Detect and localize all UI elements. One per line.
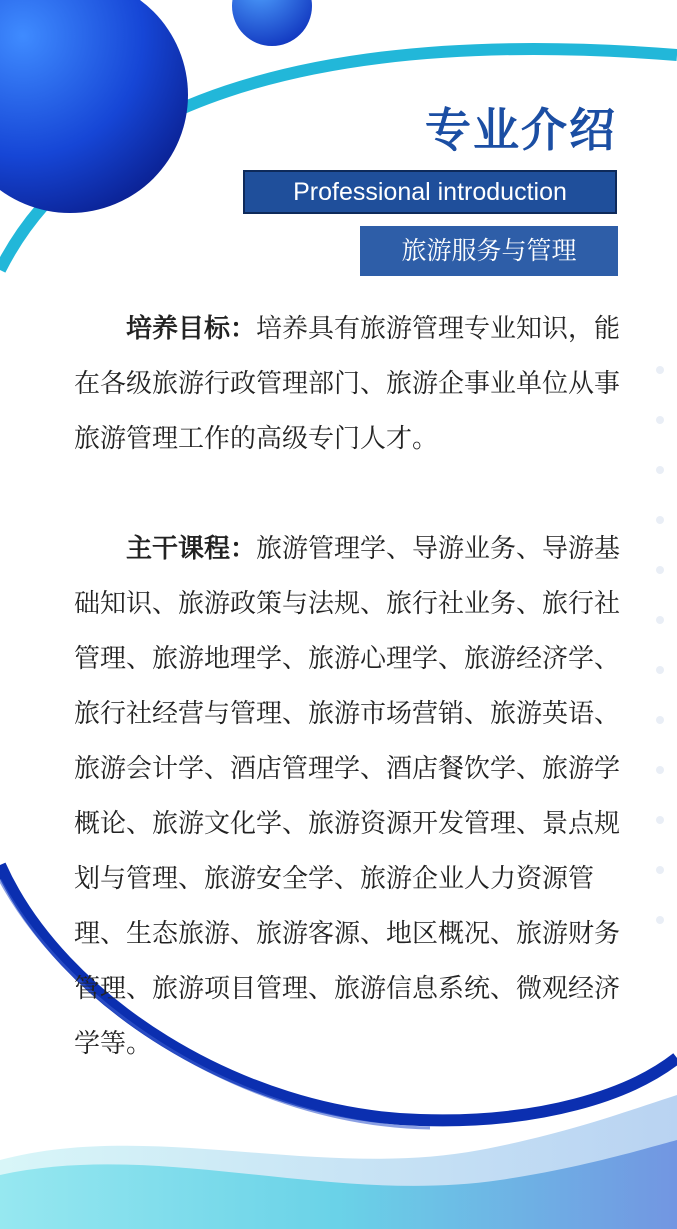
main-courses-label: 主干课程：	[126, 534, 257, 564]
training-goal-label: 培养目标：	[126, 314, 257, 344]
main-courses-paragraph	[74, 522, 624, 1072]
training-goal-paragraph	[74, 302, 624, 467]
page-title: 专业介绍	[425, 103, 617, 157]
training-goal-text: 培养具有旅游管理专业知识，能在各级旅游行政管理部门、旅游企事业单位从事旅游管理工作的高级专门人才。	[74, 314, 621, 454]
english-subtitle-banner: Professional introduction	[243, 170, 617, 214]
major-name-tag: 旅游服务与管理	[360, 226, 618, 276]
main-courses-text: 旅游管理学、导游业务、导游基础知识、旅游政策与法规、旅行社业务、旅行社管理、旅游地理学、旅游心理学、旅游经济学、旅行社经营与管理、旅游市场营销、旅游英语、旅游会计学、酒店管理学、酒店餐饮学、旅游学概论、旅游文化学、旅游资源开发管理、景点规划与管理、旅游安全学、旅游企业人力资源管理、生态旅游、旅游客源、地区概况、旅游财务管理、旅游项目管理、旅游信息系统、微观经济学等。	[74, 534, 621, 1059]
